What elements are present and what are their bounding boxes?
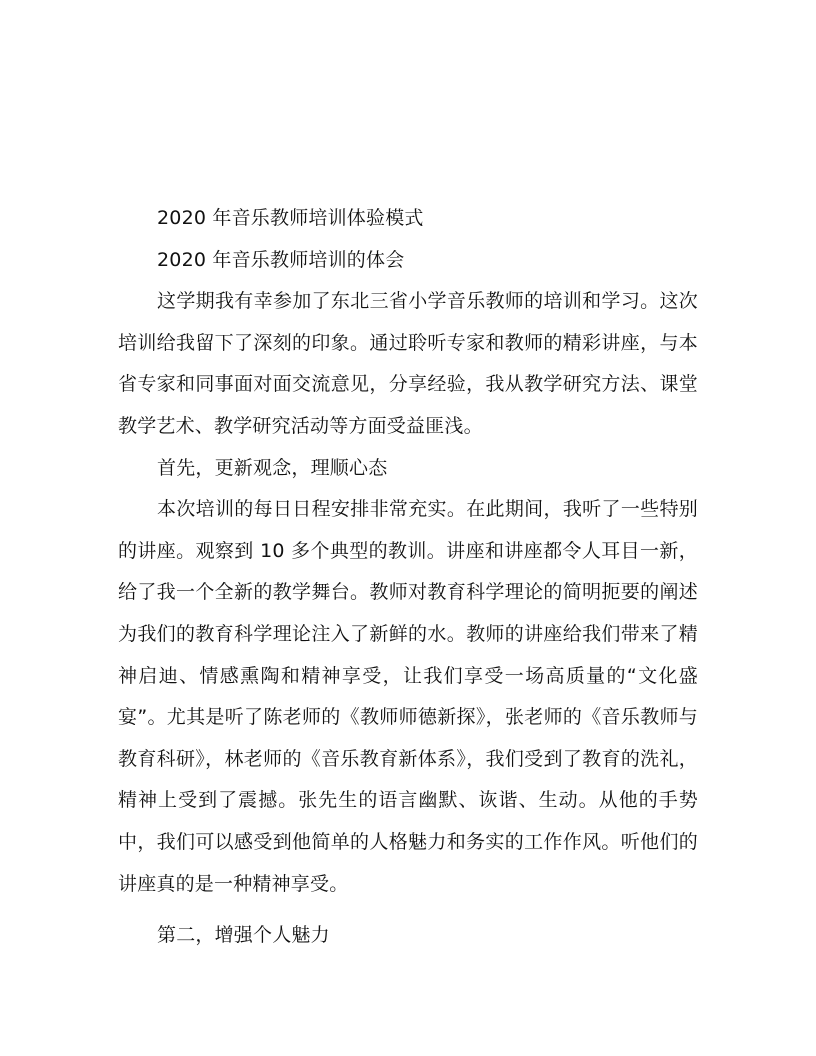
document-title-1: 2020 年音乐教师培训体验模式 [157, 207, 424, 229]
section-heading-2: 第二，增强个人魅力 [157, 924, 330, 947]
document-title-2: 2020 年音乐教师培训的体会 [157, 248, 405, 271]
body-paragraph: 本次培训的每日日程安排非常充实。在此期间，我听了一些特别的讲座。观察到 10 多个典型的教训。讲座和讲座都令人耳目一新，给了我一个全新的教学舞台。教师对教育科学理论的简明扼要的阐述为我们的教育科学理论注入了新鲜的水。教师的讲座给我们带来了精神启迪、情感熏陶和精神享受，让我们享受一场高质量的“文化盛宴”。尤其是听了陈老师的《教师师德新探》，张老师的《音乐教师与教育科研》，林老师的《音乐教育新体系》，我们受到了教育的洗礼，精神上受到了震撼。张先生的语言幽默、诙谐、生动。从他的手势中，我们可以感受到他简单的人格魅力和务实的工作作风。听他们的讲座真的是一种精神享受。 [118, 498, 698, 895]
section-heading-1: 首先，更新观念，理顺心态 [157, 456, 388, 479]
intro-paragraph: 这学期我有幸参加了东北三省小学音乐教师的培训和学习。这次培训给我留下了深刻的印象。通过聆听专家和教师的精彩讲座，与本省专家和同事面对面交流意见，分享经验，我从教学研究方法、课堂教学艺术、教学研究活动等方面受益匪浅。 [118, 290, 698, 437]
document-body [118, 198, 698, 957]
